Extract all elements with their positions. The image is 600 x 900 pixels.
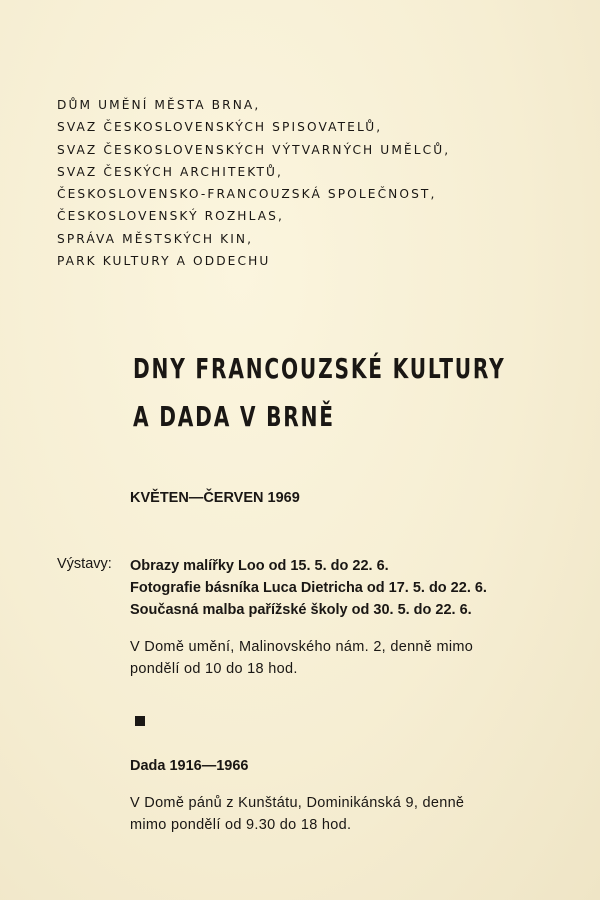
venue-line: mimo pondělí od 9.30 do 18 hod.: [130, 817, 352, 833]
square-bullet-icon: [135, 716, 145, 726]
event-period: KVĚTEN—ČERVEN 1969: [130, 490, 300, 506]
dada-venue: [130, 792, 530, 836]
organizer-item: PARK KULTURY A ODDECHU: [57, 254, 271, 269]
organizer-item: DŮM UMĚNÍ MĚSTA BRNA,: [57, 98, 261, 112]
exhibition-item: Fotografie básníka Luca Dietricha od 17. 5. do 22. 6.: [130, 580, 487, 596]
exhibitions-venue: [130, 636, 530, 680]
exhibitions-list: [130, 556, 487, 622]
venue-line: pondělí od 10 do 18 hod.: [130, 661, 298, 677]
poster-title: [133, 345, 506, 441]
title-line-2: A DADA V BRNĚ: [133, 400, 335, 433]
exhibition-item: Současná malba pařížské školy od 30. 5. do 22. 6.: [130, 602, 472, 618]
title-line-1: DNY FRANCOUZSKÉ KULTURY: [133, 352, 506, 385]
exhibition-item: Obrazy malířky Loo od 15. 5. do 22. 6.: [130, 558, 389, 574]
organizer-item: ČESKOSLOVENSKO-FRANCOUZSKÁ SPOLEČNOST,: [57, 187, 437, 202]
venue-line: V Domě pánů z Kunštátu, Dominikánská 9, denně: [130, 795, 465, 811]
organizer-item: SVAZ ČESKOSLOVENSKÝCH VÝTVARNÝCH UMĚLCŮ,: [57, 142, 451, 157]
organizers-list: [57, 94, 450, 272]
exhibitions-label: Výstavy:: [57, 556, 112, 572]
organizer-item: SVAZ ČESKÝCH ARCHITEKTŮ,: [57, 164, 283, 179]
dada-title: Dada 1916—1966: [130, 758, 249, 774]
organizer-item: ČESKOSLOVENSKÝ ROZHLAS,: [57, 209, 284, 224]
organizer-item: SPRÁVA MĚSTSKÝCH KIN,: [57, 231, 254, 246]
venue-line: V Domě umění, Malinovského nám. 2, denně mimo: [130, 639, 474, 655]
organizer-item: SVAZ ČESKOSLOVENSKÝCH SPISOVATELŮ,: [57, 120, 383, 135]
